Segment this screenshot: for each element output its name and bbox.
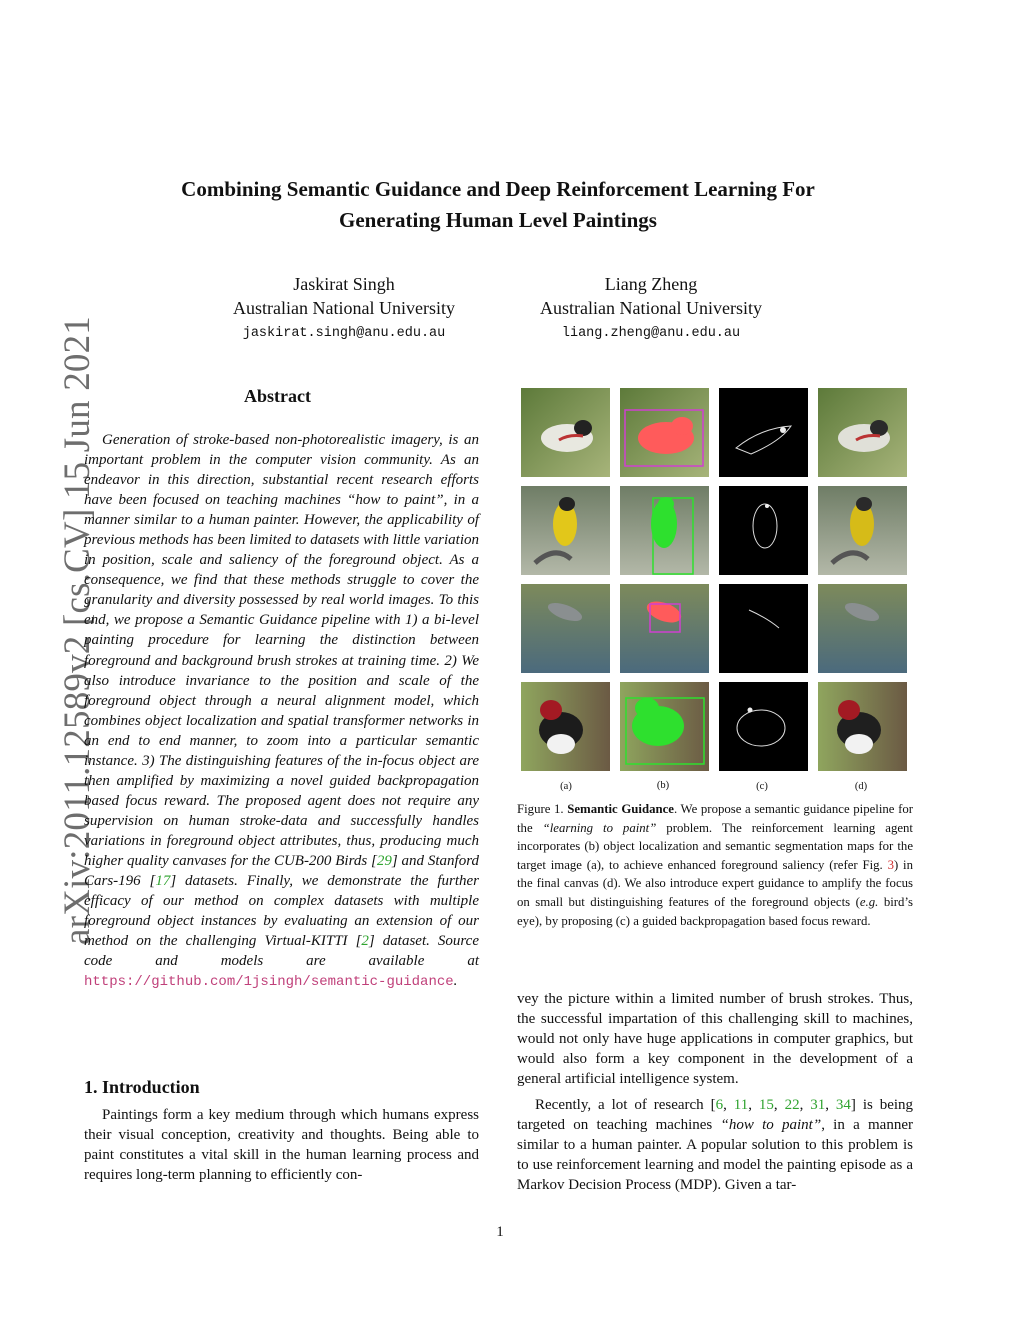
- author-name: Liang Zheng: [604, 274, 698, 294]
- abstract-text: ] and Stanford Cars-196 [: [84, 852, 479, 890]
- intro-paragraph: Paintings form a key medium through which humans express their visual conception, creativity and thoughts. Being able to paint constitutes a vital skill in the human learning process and requires long-term planning to efficiently con-: [84, 1107, 479, 1184]
- figure-sublabel-c: (c): [756, 781, 768, 792]
- abstract-text: ] datasets. Finally, we demonstrate the further efficacy of our method on complex datasets with multiple foreground object instances by evaluating an extension of our method on the challenging Virtual-KITTI [: [84, 873, 479, 950]
- code-url-link[interactable]: https://github.com/1jsingh/semantic-guidance: [84, 974, 454, 991]
- caption-lead: Figure 1.: [517, 802, 568, 816]
- figure-1-caption: [517, 800, 913, 930]
- citation-link[interactable]: 15: [758, 1097, 774, 1113]
- body-text: , in a manner similar to a human painter. A popular solution to this problem is to use reinforcement learning and model the painting episode as a Markov Decision Process (MDP). Given a tar-: [517, 1117, 913, 1194]
- body-italic: “how to paint”: [720, 1117, 822, 1134]
- figure-row-3: [521, 584, 907, 673]
- citation-link[interactable]: 6: [715, 1097, 724, 1113]
- figure-1-image-grid: [521, 388, 911, 776]
- author-affiliation: Australian National University: [540, 298, 762, 318]
- page-number: 1: [496, 1224, 504, 1240]
- caption-text: ) in the final canvas (d). We also introduce expert guidance to amplify the focus on small but distinguishing features of the foreground objects (: [517, 857, 914, 909]
- paper-title: [100, 174, 896, 236]
- abstract-body: [84, 430, 479, 992]
- author-affiliation: Australian National University: [233, 298, 455, 318]
- caption-text: . We propose a semantic guidance pipeline for the: [517, 802, 913, 835]
- abstract-text: Generation of stroke-based non-photorealistic imagery, is an important problem in the computer vision community. As an endeavor in this direction, substantial recent research efforts have been focused on teaching machines “how to paint”, in a manner similar to a human painter. However, the applicability of previous methods has been limited to datasets with little variation in position, scale and saliency of the foreground object. As a consequence, we find that these methods struggle to cover the granularity and diversity possessed by real world images. To this end, we propose a Semantic Guidance pipeline with 1) a bi-level painting procedure for learning the distinction between foreground and background brush strokes at training time. 2) We also introduce invariance to the position and scale of the foreground object through a neural alignment model, which combines object localization and spatial transformer networks in an end to end manner, to zoom into a particular semantic instance. 3) The distinguishing features of the in-focus object are then amplified by maximizing a novel guided backpropagation based focus reward. The proposed agent does not require any supervision on human stroke-data and successfully handles variations in foreground object attributes, thus, producing much higher quality canvases for the CUB-200 Birds [: [84, 432, 479, 869]
- title-line-1: Combining Semantic Guidance and Deep Reinforcement Learning For: [181, 177, 815, 201]
- author-email[interactable]: jaskirat.singh@anu.edu.au: [242, 326, 446, 341]
- figure-sublabel-d: (d): [854, 781, 868, 792]
- abstract-heading: Abstract: [244, 386, 311, 406]
- citation-link[interactable]: 2: [361, 933, 369, 950]
- author-email[interactable]: liang.zheng@anu.edu.au: [561, 326, 741, 341]
- author-block-2: [501, 272, 801, 346]
- citation-link[interactable]: 31: [810, 1097, 826, 1113]
- author-name: Jaskirat Singh: [293, 274, 395, 294]
- arxiv-stamp: arXiv:2011.12589v2 [cs.CV] 15 Jun 2021: [57, 315, 98, 945]
- caption-eg: e.g.: [859, 894, 879, 909]
- abstract-text: ] dataset. Source code and models are available at: [84, 933, 480, 970]
- section-heading-introduction: 1. Introduction: [84, 1077, 200, 1097]
- citation-link[interactable]: 11: [733, 1097, 749, 1113]
- col2-paragraph-1: vey the picture within a limited number of brush strokes. Thus, the successful impartation of this challenging skill to machines, would not only have huge applications in computer graphics, but would also form a key component in the development of a general artificial intelligence system.: [517, 991, 913, 1088]
- figure-ref-link[interactable]: 3: [887, 857, 894, 872]
- caption-bold: Semantic Guidance: [567, 802, 674, 816]
- caption-italic: “learning to paint”: [542, 820, 657, 835]
- caption-text: problem. The reinforcement learning agent incorporates (b) object localization and semantic segmentation maps for the target image (a), to achieve enhanced foreground saliency (refer Fig.: [517, 820, 913, 872]
- figure-sublabel-a: (a): [560, 781, 572, 792]
- body-text: Recently, a lot of research [: [535, 1097, 716, 1113]
- figure-row-1: [521, 388, 907, 477]
- title-line-2: Generating Human Level Paintings: [339, 208, 657, 232]
- caption-text: bird’s eye), by proposing (c) a guided backpropagation based focus reward.: [517, 894, 913, 928]
- body-text: ] is being targeted on teaching machines: [517, 1097, 914, 1134]
- citation-link[interactable]: 34: [835, 1097, 851, 1113]
- citation-link[interactable]: 17: [155, 873, 171, 890]
- figure-sublabel-b: (b): [656, 780, 670, 791]
- abstract-text: .: [453, 973, 458, 990]
- figure-row-2: [521, 486, 907, 575]
- author-block-1: [194, 272, 494, 346]
- citation-link[interactable]: 29: [376, 852, 392, 869]
- figure-row-4: [521, 682, 907, 771]
- col2-paragraph-2: Recently, a lot of research [6, 11, 15, 22, 31, 34] is being targeted on teaching machines “how to paint”, in a manner similar to a human painter. A popular solution to this problem is to use reinforcement learning and model the painting episode as a Markov Decision Process (MDP). Given a tar-: [517, 1097, 914, 1194]
- citation-link[interactable]: 22: [784, 1097, 800, 1113]
